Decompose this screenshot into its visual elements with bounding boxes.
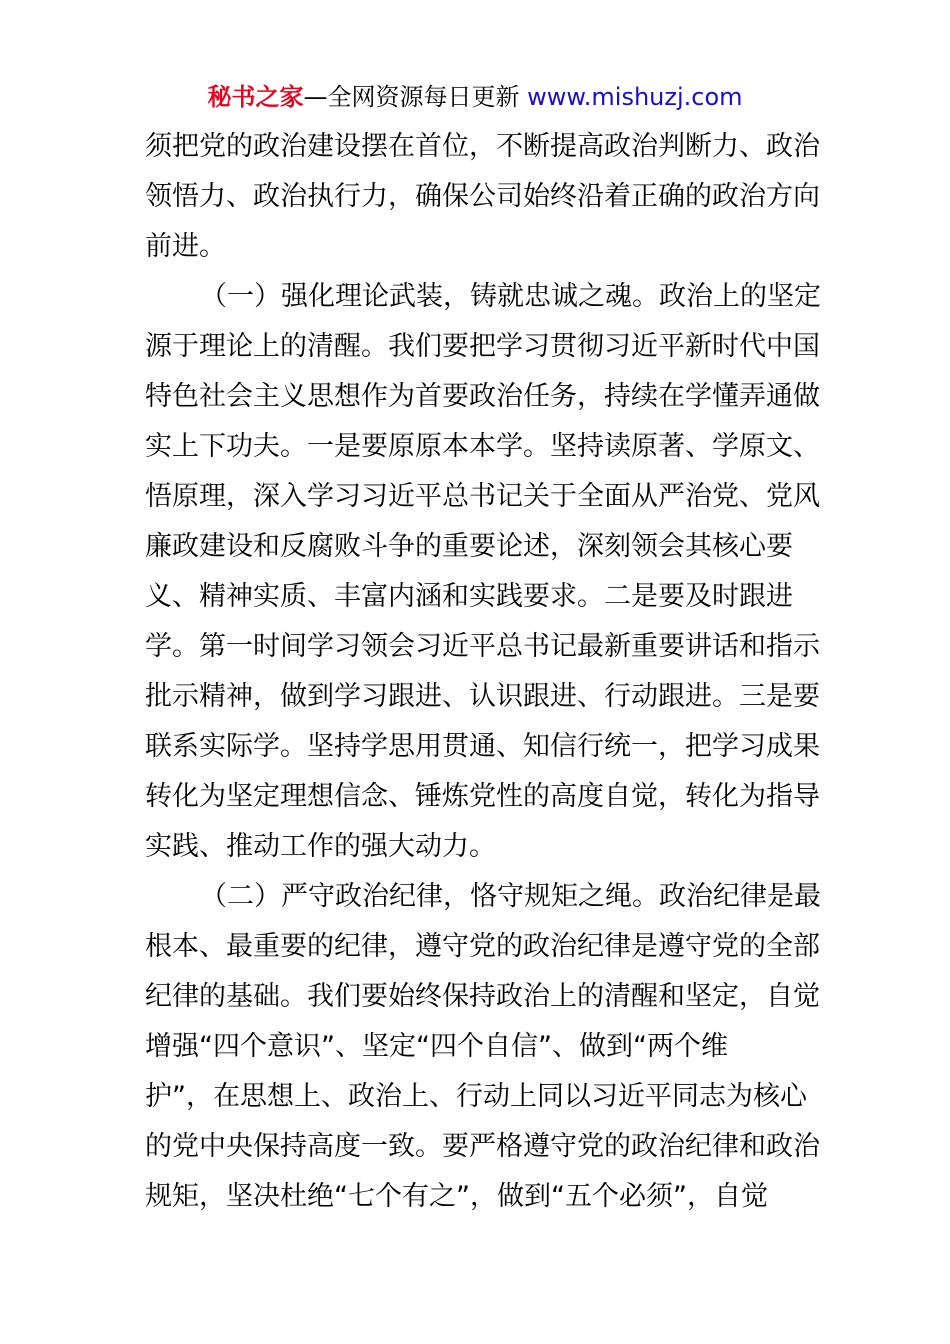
page-header bbox=[0, 82, 950, 112]
text-line: 的党中央保持高度一致。要严格遵守党的政治纪律和政治 bbox=[145, 1131, 820, 1162]
text-line: 联系实际学。坚持学思用贯通、知信行统一，把学习成果 bbox=[145, 731, 820, 762]
text-line: 须把党的政治建设摆在首位，不断提高政治判断力、政治 bbox=[145, 131, 820, 162]
text-line: 护”，在思想上、政治上、行动上同以习近平同志为核心 bbox=[145, 1081, 807, 1112]
text-line: 领悟力、政治执行力，确保公司始终沿着正确的政治方向 bbox=[145, 181, 820, 212]
text-line: 实践、推动工作的强大动力。 bbox=[145, 831, 496, 862]
text-line: 规矩，坚决杜绝“七个有之”，做到“五个必须”，自觉 bbox=[145, 1181, 768, 1212]
site-url-link[interactable]: www.mishuzj.com bbox=[527, 83, 743, 111]
text-line: 廉政建设和反腐败斗争的重要论述，深刻领会其核心要 bbox=[145, 531, 793, 562]
text-line: 纪律的基础。我们要始终保持政治上的清醒和坚定，自觉 bbox=[145, 981, 820, 1012]
text-line: 特色社会主义思想作为首要政治任务，持续在学懂弄通做 bbox=[145, 381, 820, 412]
text-line: 源于理论上的清醒。我们要把学习贯彻习近平新时代中国 bbox=[145, 331, 820, 362]
section-heading-line: （二）严守政治纪律，恪守规矩之绳。政治纪律是最 bbox=[200, 881, 821, 912]
document-body bbox=[145, 122, 821, 1222]
site-brand: 秘书之家 bbox=[207, 83, 304, 111]
text-line: 批示精神，做到学习跟进、认识跟进、行动跟进。三是要 bbox=[145, 681, 820, 712]
text-line: 实上下功夫。一是要原原本本学。坚持读原著、学原文、 bbox=[145, 431, 820, 462]
text-line: 转化为坚定理想信念、锤炼党性的高度自觉，转化为指导 bbox=[145, 781, 820, 812]
text-line: 前进。 bbox=[145, 231, 226, 262]
text-line: 学。第一时间学习领会习近平总书记最新重要讲话和指示 bbox=[145, 631, 820, 662]
text-line: 义、精神实质、丰富内涵和实践要求。二是要及时跟进 bbox=[145, 581, 793, 612]
text-line: 增强“四个意识”、坚定“四个自信”、做到“两个维 bbox=[145, 1031, 728, 1062]
section-heading-line: （一）强化理论武装，铸就忠诚之魂。政治上的坚定 bbox=[200, 281, 821, 312]
site-tagline: —全网资源每日更新 bbox=[303, 83, 520, 111]
text-line: 根本、最重要的纪律，遵守党的政治纪律是遵守党的全部 bbox=[145, 931, 820, 962]
text-line: 悟原理，深入学习习近平总书记关于全面从严治党、党风 bbox=[145, 481, 820, 512]
